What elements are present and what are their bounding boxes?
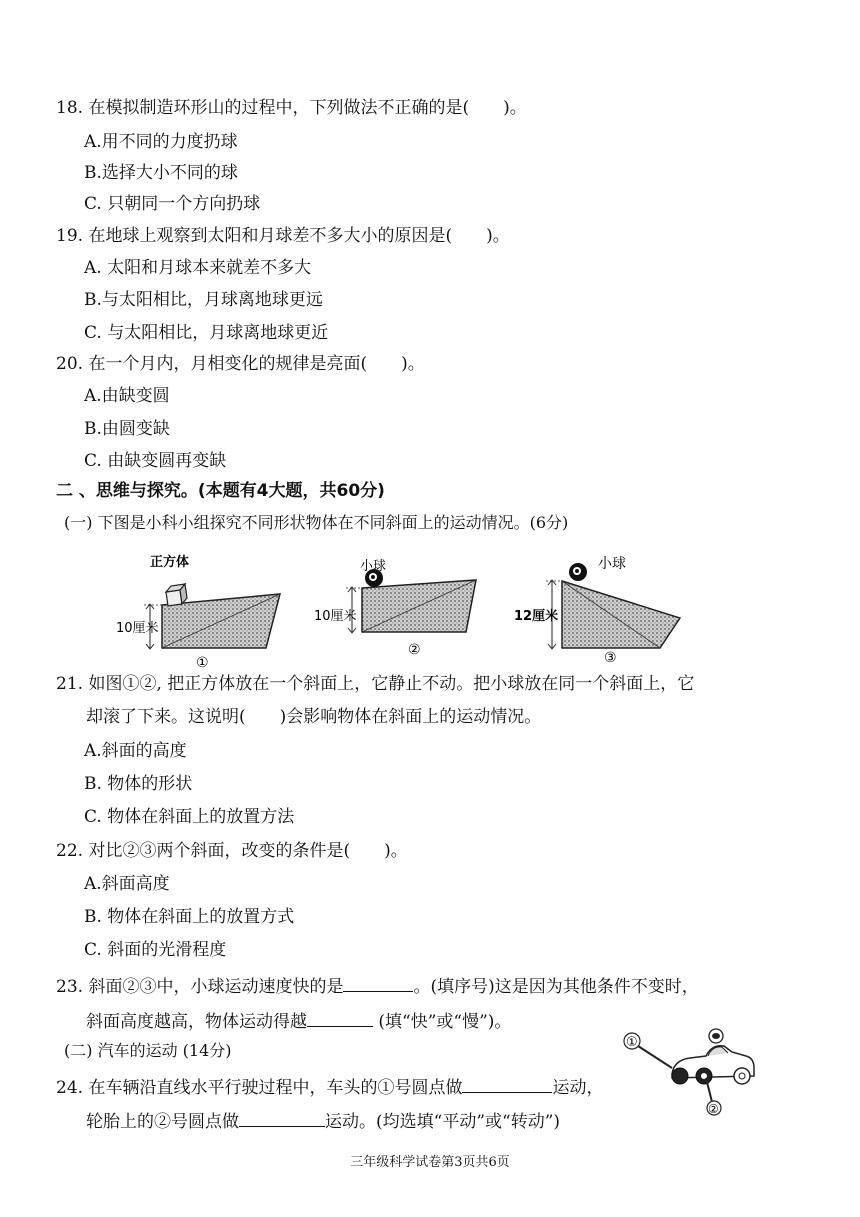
figure-slope-3 xyxy=(508,548,692,672)
q23-line1 xyxy=(56,973,699,998)
figure-3-height-label: 12厘米 xyxy=(514,609,559,624)
q23-text-a: 23. 斜面②③中，小球运动速度快的是 xyxy=(56,977,344,997)
figure-2-height-label: 10厘米 xyxy=(314,609,357,624)
q19-option-b: B.与太阳相比，月球离地球更远 xyxy=(84,290,323,310)
figure-2-index: ② xyxy=(408,642,421,658)
subsection-2-heading: (二) 汽车的运动 (14分) xyxy=(64,1041,232,1060)
q21-option-c: C. 物体在斜面上的放置方法 xyxy=(84,807,295,827)
figure-3-index: ③ xyxy=(604,650,617,666)
figure-3-object-label: 小球 xyxy=(598,556,626,572)
q20-option-a: A.由缺变圆 xyxy=(84,386,170,406)
figure-1-object-label: 正方体 xyxy=(150,555,190,570)
q21-option-b: B. 物体的形状 xyxy=(84,774,193,794)
q19-option-a: A. 太阳和月球本来就差不多大 xyxy=(84,258,312,278)
q24-text-b: 运动， xyxy=(552,1078,604,1098)
q22-stem: 22. 对比②③两个斜面，改变的条件是( )。 xyxy=(56,841,408,861)
figure-car xyxy=(620,1016,766,1116)
q21-stem-line2: 却滚了下来。这说明( )会影响物体在斜面上的运动情况。 xyxy=(86,707,542,727)
q23-text-b: 。(填序号)这是因为其他条件不变时， xyxy=(413,977,699,997)
subsection-1-heading: (一) 下图是小科小组探究不同形状物体在不同斜面上的运动情况。(6分) xyxy=(64,513,569,532)
q24-answer-blank-2[interactable] xyxy=(239,1108,325,1127)
q18-option-c: C. 只朝同一个方向扔球 xyxy=(84,194,261,214)
section-2-heading: 二 、思维与探究。(本题有4大题，共60分) xyxy=(56,481,385,501)
q20-option-b: B.由圆变缺 xyxy=(84,419,170,439)
q24-line1 xyxy=(56,1074,603,1099)
figure-2-object-label: 小球 xyxy=(360,559,387,574)
q24-text-d: 运动。(均选填“平动”或“转动”) xyxy=(325,1112,561,1132)
q19-stem: 19. 在地球上观察到太阳和月球差不多大小的原因是( )。 xyxy=(56,226,510,246)
q18-option-b: B.选择大小不同的球 xyxy=(84,163,238,183)
q23-text-d: (填“快”或“慢”)。 xyxy=(373,1012,512,1032)
q23-answer-blank-1[interactable] xyxy=(343,973,413,992)
q22-option-a: A.斜面高度 xyxy=(84,874,170,894)
ball-icon xyxy=(569,563,587,581)
q23-answer-blank-2[interactable] xyxy=(307,1008,373,1027)
q24-text-c: 轮胎上的②号圆点做 xyxy=(86,1112,239,1132)
q23-line2 xyxy=(86,1008,511,1033)
q18-stem: 18. 在模拟制造环形山的过程中，下列做法不正确的是( )。 xyxy=(56,98,527,118)
q22-option-b: B. 物体在斜面上的放置方式 xyxy=(84,907,295,927)
q20-stem: 20. 在一个月内，月相变化的规律是亮面( )。 xyxy=(56,354,425,374)
q24-line2 xyxy=(86,1108,560,1133)
figure-1-height-label: 10厘米 xyxy=(116,621,159,636)
figure-slope-2 xyxy=(306,548,486,672)
q21-option-a: A.斜面的高度 xyxy=(84,741,187,761)
figure-slope-1 xyxy=(108,548,288,672)
car-icon xyxy=(672,1029,754,1084)
q18-option-a: A.用不同的力度扔球 xyxy=(84,132,238,152)
q24-answer-blank-1[interactable] xyxy=(462,1074,552,1093)
q21-stem-line1: 21. 如图①②, 把正方体放在一个斜面上，它静止不动。把小球放在同一个斜面上，它 xyxy=(56,674,695,694)
q19-option-c: C. 与太阳相比，月球离地球更近 xyxy=(84,323,329,343)
q22-option-c: C. 斜面的光滑程度 xyxy=(84,940,227,960)
q23-text-c: 斜面高度越高，物体运动得越 xyxy=(86,1012,307,1032)
car-label-1: ① xyxy=(626,1035,638,1050)
figure-1-index: ① xyxy=(196,655,209,671)
car-label-2: ② xyxy=(708,1102,719,1116)
q24-text-a: 24. 在车辆沿直线水平行驶过程中，车头的①号圆点做 xyxy=(56,1078,463,1098)
slope-3-shape xyxy=(562,581,680,648)
page-footer: 三年级科学试卷第3页共6页 xyxy=(350,1155,510,1170)
q20-option-c: C. 由缺变圆再变缺 xyxy=(84,451,227,471)
cube-icon xyxy=(166,584,187,606)
